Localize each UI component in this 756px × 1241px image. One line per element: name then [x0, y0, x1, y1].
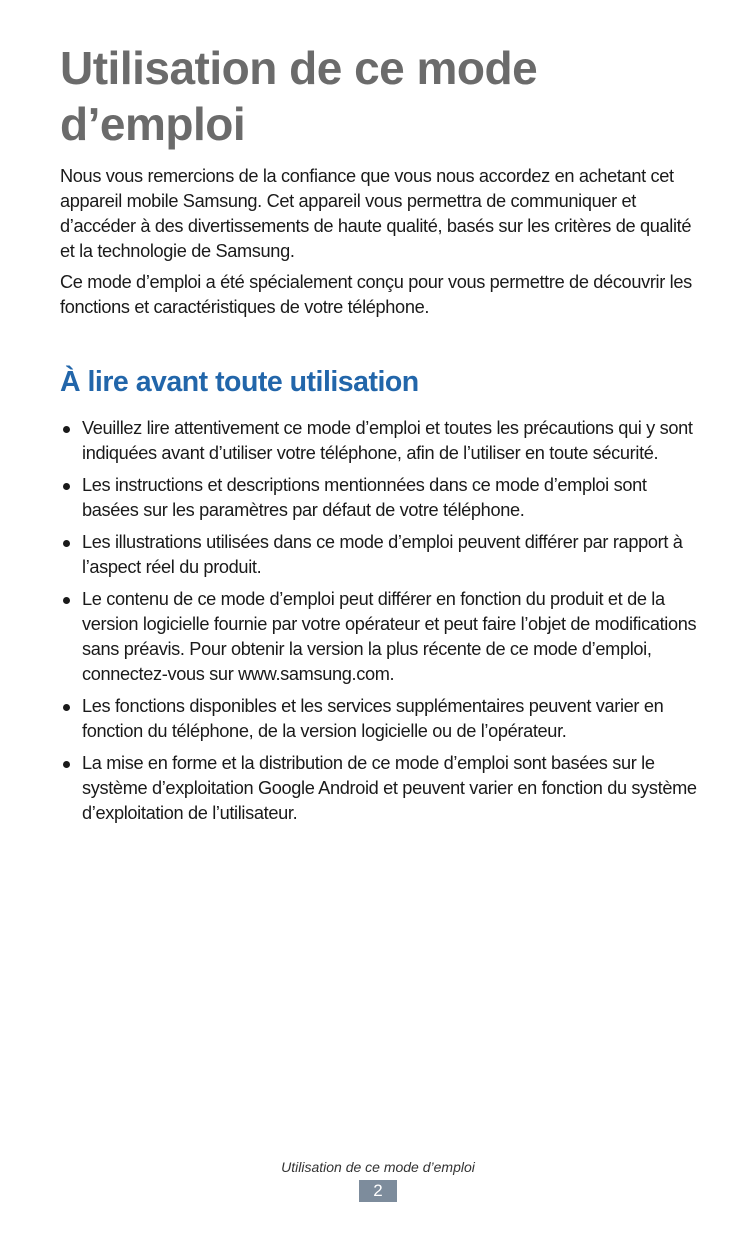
footer-label: Utilisation de ce mode d’emploi	[281, 1159, 475, 1175]
list-item-text: Les illustrations utilisées dans ce mode d’emploi peuvent différer par rapport à l’aspect réel du produit.	[82, 532, 683, 577]
list-item	[60, 694, 705, 744]
page-title: Utilisation de ce mode d’emploi	[60, 42, 538, 150]
list-item	[60, 416, 705, 466]
bullet-list	[60, 416, 705, 826]
page-footer	[0, 1158, 756, 1202]
section-heading: À lire avant toute utilisation	[60, 366, 419, 398]
document-page	[60, 40, 705, 833]
list-item-text: Le contenu de ce mode d’emploi peut différer en fonction du produit et de la version logicielle fournie par votre opérateur et peut faire l’objet de modifications sans préavis. Pour obtenir la version la plus récente de ce mode d’emploi, connectez-vous sur www.samsung.com.	[82, 589, 697, 684]
list-item	[60, 587, 705, 687]
list-item-text: La mise en forme et la distribution de ce mode d’emploi sont basées sur le système d’exploitation Google Android et peuvent varier en fonction du système d’exploitation de l’utilisateur.	[82, 753, 697, 823]
intro-paragraph-1: Nous vous remercions de la confiance que vous nous accordez en achetant cet appareil mobile Samsung. Cet appareil vous permettra de communiquer et d’accéder à des divertissements de haute qualité, basés sur les critères de qualité et la technologie de Samsung.	[60, 166, 692, 261]
bullet-dot-icon	[63, 704, 70, 711]
bullet-dot-icon	[63, 483, 70, 490]
list-item	[60, 530, 705, 580]
bullet-dot-icon	[63, 426, 70, 433]
list-item-text: Veuillez lire attentivement ce mode d’emploi et toutes les précautions qui y sont indiquées avant d’utiliser votre téléphone, afin de l’utiliser en toute sécurité.	[82, 418, 693, 463]
list-item-text: Les instructions et descriptions mentionnées dans ce mode d’emploi sont basées sur les paramètres par défaut de votre téléphone.	[82, 475, 647, 520]
intro-section	[60, 164, 705, 320]
list-item	[60, 751, 705, 826]
bullet-dot-icon	[63, 540, 70, 547]
bullet-dot-icon	[63, 761, 70, 768]
page-number-badge: 2	[359, 1180, 397, 1202]
list-item	[60, 473, 705, 523]
bullet-dot-icon	[63, 597, 70, 604]
intro-paragraph-2: Ce mode d’emploi a été spécialement conçu pour vous permettre de découvrir les fonctions et caractéristiques de votre téléphone.	[60, 272, 692, 317]
list-item-text: Les fonctions disponibles et les services supplémentaires peuvent varier en fonction du téléphone, de la version logicielle ou de l’opérateur.	[82, 696, 664, 741]
